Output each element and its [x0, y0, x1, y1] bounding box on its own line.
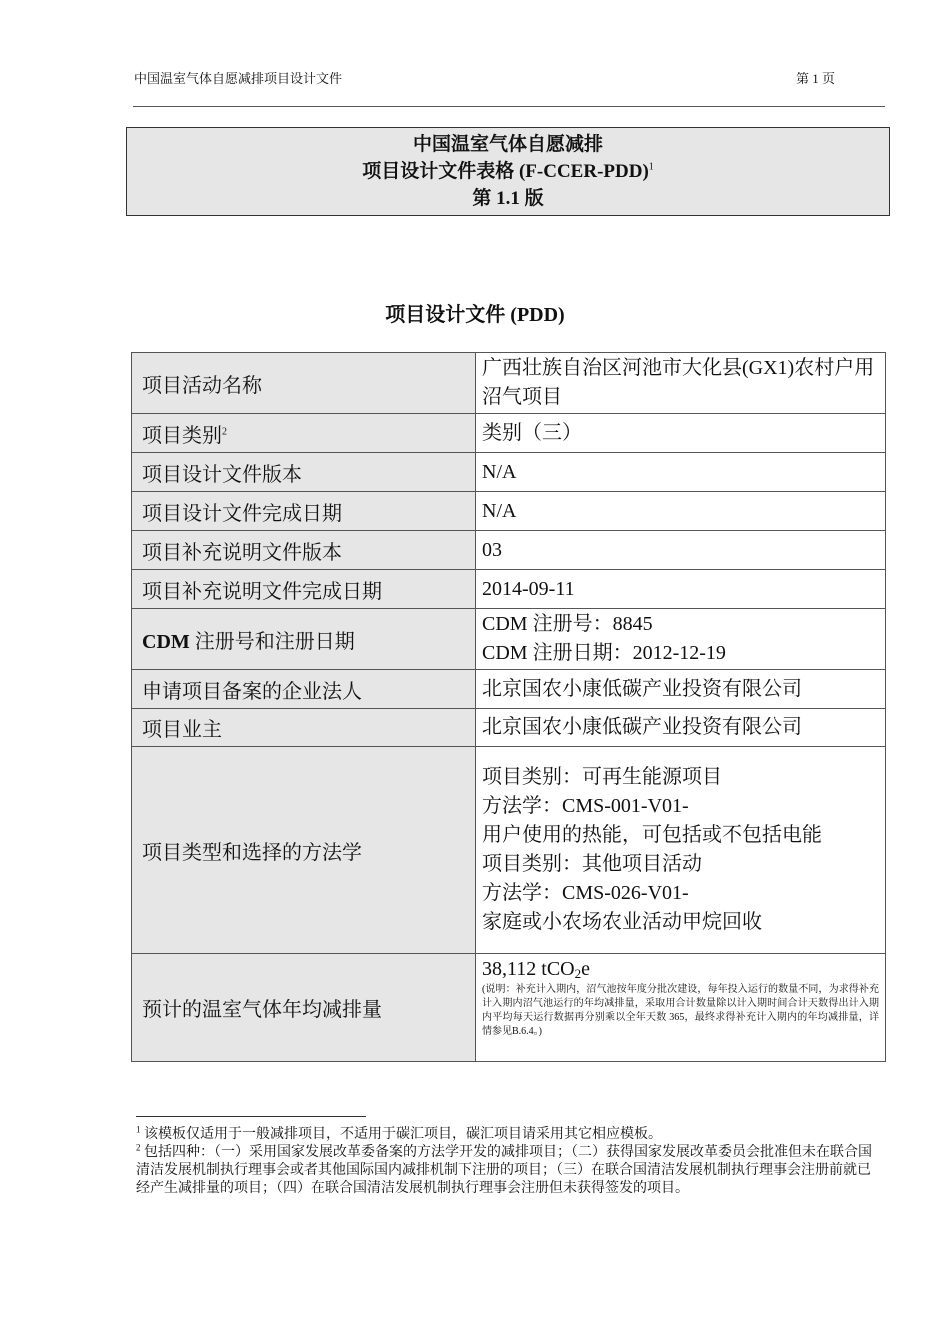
row-key: 项目设计文件完成日期	[132, 492, 476, 531]
table-row	[132, 954, 886, 1062]
footnote-1: $^1$ 该模板仅适用于一般减排项目，不适用于碳汇项目，碳汇项目请采用其它相应模板。	[136, 1124, 662, 1142]
row-value: 03	[476, 531, 886, 570]
row-value: 广西壮族自治区河池市大化县(GX1)农村户用沼气项目	[476, 353, 886, 414]
row-key: 项目补充说明文件版本	[132, 531, 476, 570]
row-key: 项目类型和选择的方法学	[132, 747, 476, 954]
cdm-registration-date: CDM 注册日期：2012-12-19	[482, 642, 726, 664]
value-line: 方法学：CMS-001-V01-	[482, 795, 689, 817]
table-row	[132, 453, 886, 492]
table-row	[132, 353, 886, 414]
document-title: 项目设计文件 (PDD)	[385, 304, 565, 326]
table-row	[132, 414, 886, 453]
table-row	[132, 531, 886, 570]
emission-reduction-value: 38,112 tCO$_2$e	[482, 958, 590, 981]
row-value: N/A	[476, 492, 886, 531]
header-divider	[133, 106, 885, 107]
row-value	[476, 609, 886, 670]
table-row	[132, 670, 886, 709]
page-number: 第 1 页	[796, 71, 836, 86]
value-line: 项目类别：其他项目活动	[482, 853, 702, 875]
row-value	[476, 954, 886, 1062]
value-line: 项目类别：可再生能源项目	[482, 766, 722, 788]
row-key: 申请项目备案的企业法人	[132, 670, 476, 709]
table-row	[132, 709, 886, 747]
row-value: 2014-09-11	[476, 570, 886, 609]
emission-reduction-note: (说明：补充计入期内，沼气池按年度分批次建设，每年投入运行的数量不同，为求得补充计入期内沼气池运行的年均减排量，采取用合计数量除以计入期时间合计天数得出计入期内平均每天运行数据再分别乘以全年天数 365，最终求得补充计入期内的年均减排量，详情参见B.6.4。)	[482, 984, 879, 1037]
row-key: 项目设计文件版本	[132, 453, 476, 492]
row-key: 预计的温室气体年均减排量	[132, 954, 476, 1062]
table-row	[132, 570, 886, 609]
running-header-title: 中国温室气体自愿减排项目设计文件	[134, 71, 343, 86]
form-title-line1: 中国温室气体自愿减排	[412, 134, 603, 155]
row-value: 类别（三）	[476, 414, 886, 453]
row-key: 项目业主	[132, 709, 476, 747]
project-info-table	[131, 352, 886, 1062]
row-key: 项目活动名称	[132, 353, 476, 414]
form-title-line2: 项目设计文件表格 (F-CCER-PDD)$^1$	[362, 161, 654, 182]
row-value: 北京国农小康低碳产业投资有限公司	[476, 670, 886, 709]
form-title-box	[126, 127, 890, 216]
row-value	[476, 747, 886, 954]
cdm-registration-number: CDM 注册号：8845	[482, 613, 653, 635]
row-value: N/A	[476, 453, 886, 492]
value-line: 家庭或小农场农业活动甲烷回收	[482, 911, 762, 933]
value-line: 方法学：CMS-026-V01-	[482, 882, 689, 904]
row-key: 项目类别$^2$	[132, 414, 476, 453]
row-value: 北京国农小康低碳产业投资有限公司	[476, 709, 886, 747]
footnotes	[136, 1126, 884, 1198]
table-row	[132, 747, 886, 954]
table-row	[132, 492, 886, 531]
footnote-divider	[136, 1116, 366, 1117]
footnote-2: $^2$ 包括四种：（一）采用国家发展改革委备案的方法学开发的减排项目；（二）获得国家发展改革委员会批准但未在联合国清洁发展机制执行理事会或者其他国际国内减排机制下注册的项目；（三）在联合国清洁发展机制执行理事会注册前就已经产生减排量的项目；（四）在联合国清洁发展机制执行理事会注册但未获得签发的项目。	[136, 1142, 872, 1196]
form-version-line: 第 1.1 版	[472, 188, 544, 209]
value-line: 用户使用的热能，可包括或不包括电能	[482, 824, 822, 846]
row-key: 项目补充说明文件完成日期	[132, 570, 476, 609]
table-row	[132, 609, 886, 670]
row-key: CDM 注册号和注册日期	[132, 609, 476, 670]
